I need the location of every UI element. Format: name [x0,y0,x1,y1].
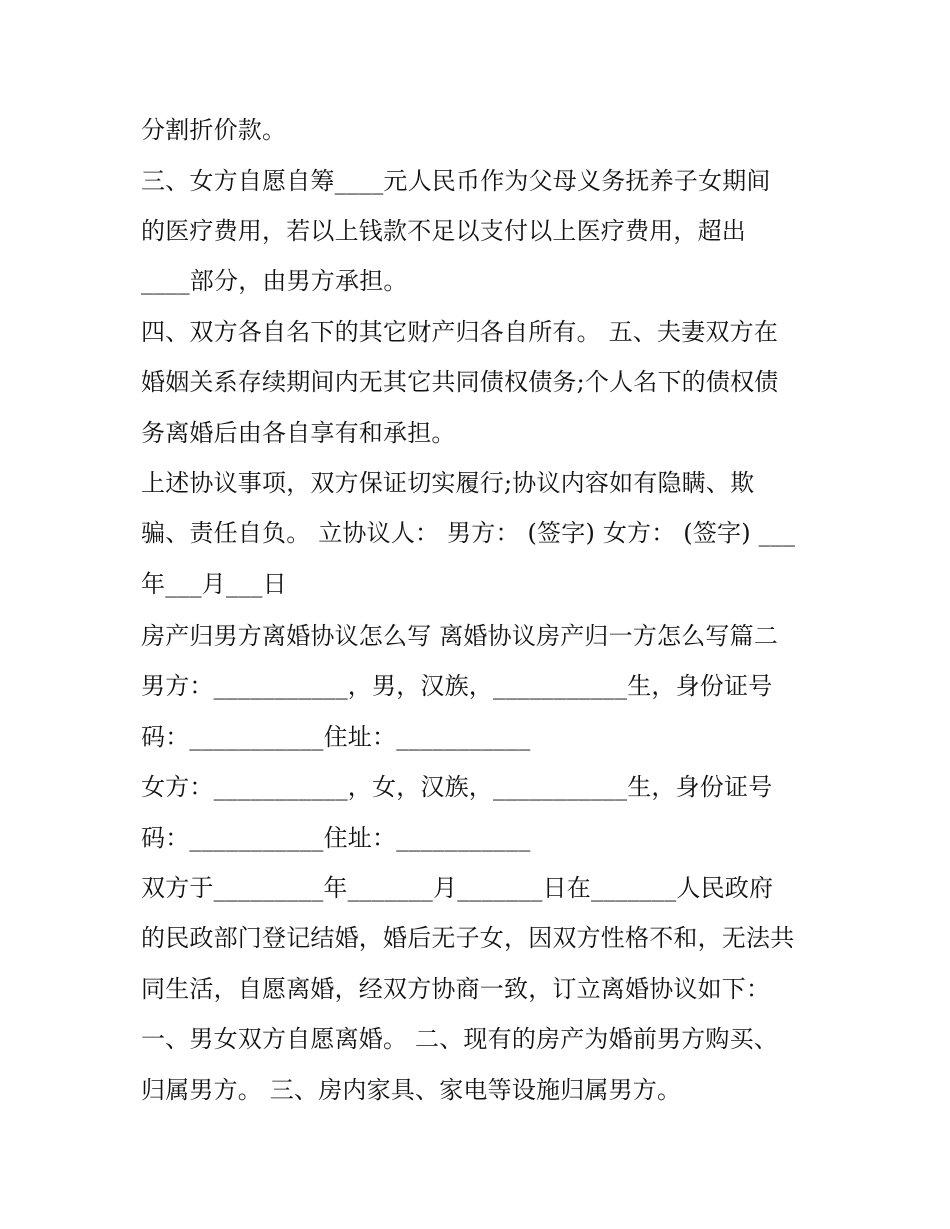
text-line: 的民政部门登记结婚，婚后无子女，因双方性格不和，无法共 [141,924,795,952]
text-line: ____部分，由男方承担。 [141,267,408,295]
text-line: 四、双方各自名下的其它财产归各自所有。 五、夫妻双方在 [141,318,779,346]
text-line: 归属男方。 三、房内家具、家电等设施归属男方。 [141,1076,682,1104]
text-line: 男方：___________，男，汉族，___________生，身份证号 [141,672,773,700]
text-line: 码：___________住址：___________ [141,723,531,751]
text-line: 务离婚后由各自享有和承担。 [141,419,456,447]
text-line: 婚姻关系存续期间内无其它共同债权债务;个人名下的债权债 [141,368,779,396]
text-line: 上述协议事项，双方保证切实履行;协议内容如有隐瞒、欺 [141,469,755,497]
text-line: 分割折价款。 [141,116,287,144]
text-line: 年___月___日 [141,570,287,598]
text-line: 双方于_________年_______月_______日在_______人民政府 [141,874,774,902]
text-line: 三、女方自愿自筹____元人民币作为父母义务抚养子女期间 [141,167,771,195]
text-line: 码：___________住址：___________ [141,824,531,852]
text-line: 房产归男方离婚协议怎么写 离婚协议房产归一方怎么写篇二 [141,622,779,650]
text-line: 女方：___________，女，汉族，___________生，身份证号 [141,773,773,801]
text-line: 骗、责任自负。 立协议人： 男方： (签字) 女方： (签字) ___ [141,519,796,547]
text-line: 的医疗费用，若以上钱款不足以支付以上医疗费用，超出 [141,217,746,245]
text-line: 一、男女双方自愿离婚。 二、现有的房产为婚前男方购买、 [141,1025,779,1053]
text-line: 同生活，自愿离婚，经双方协商一致，订立离婚协议如下： [141,975,771,1003]
